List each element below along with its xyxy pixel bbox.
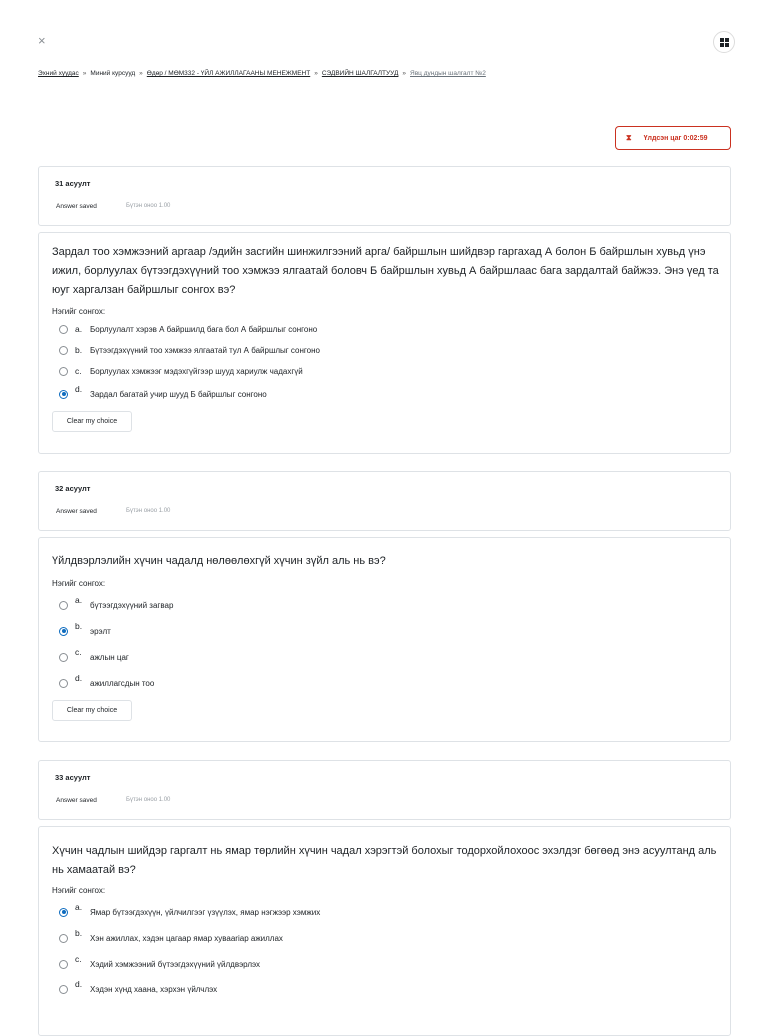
answer-option-b[interactable]: [59, 621, 111, 636]
radio-a[interactable]: [59, 601, 68, 610]
option-letter: a.: [75, 595, 83, 605]
question-mark: Бүтэн оноо 1.00: [126, 508, 171, 514]
question-info-31: [38, 166, 731, 226]
option-text: ажиллагсдын тоо: [90, 678, 155, 688]
close-icon[interactable]: ×: [38, 33, 46, 48]
option-text: Ямар бүтээгдэхүүн, үйлчилгээг үзүүлэх, ямар нэгжээр хэмжих: [90, 907, 321, 917]
radio-a[interactable]: [59, 908, 68, 917]
answer-option-a[interactable]: [59, 324, 317, 334]
radio-d[interactable]: [59, 985, 68, 994]
breadcrumb-separator: »: [82, 70, 87, 77]
question-status: Answer saved: [56, 203, 97, 210]
breadcrumb-separator: »: [402, 70, 407, 77]
answer-prompt: Нэгийг сонгох:: [52, 307, 106, 316]
option-letter: a.: [75, 902, 83, 912]
option-text: Борлуулах хэмжээг мэдэхгүйгээр шууд хариулж чадахгүй: [90, 366, 303, 376]
question-mark: Бүтэн оноо 1.00: [126, 203, 171, 209]
answer-option-a[interactable]: [59, 595, 174, 610]
option-letter: c.: [75, 954, 82, 964]
option-letter: d.: [75, 384, 83, 394]
option-text: Борлуулалт хэрэв А байршилд бага бол А байршлыг сонгоно: [90, 324, 318, 334]
answer-option-d[interactable]: [59, 979, 218, 994]
answer-option-d[interactable]: [59, 384, 267, 399]
option-text: Хэн ажиллах, хэдэн цагаар ямар хувааriар ажиллах: [90, 933, 283, 943]
timer-label: Үлдсэн цаг 0:02:59: [643, 134, 708, 142]
answer-option-c[interactable]: [59, 954, 261, 969]
question-info-33: [38, 760, 731, 820]
option-letter: c.: [75, 366, 82, 376]
option-letter: d.: [75, 673, 83, 683]
answer-option-c[interactable]: [59, 647, 129, 662]
radio-b[interactable]: [59, 346, 68, 355]
question-info-32: [38, 471, 731, 531]
answer-option-a[interactable]: [59, 902, 321, 917]
question-content-33: [38, 826, 731, 1036]
question-content-32: [38, 537, 731, 742]
radio-a[interactable]: [59, 325, 68, 334]
radio-b[interactable]: [59, 934, 68, 943]
option-letter: b.: [75, 928, 83, 938]
radio-c[interactable]: [59, 653, 68, 662]
clear-choice-button[interactable]: Clear my choice: [52, 411, 132, 432]
option-text: Хэдэн хүнд хаана, хэрхэн үйлчлэх: [90, 984, 218, 994]
radio-c[interactable]: [59, 960, 68, 969]
breadcrumb: [38, 70, 486, 77]
hourglass-icon: ⧗: [626, 133, 632, 142]
breadcrumb-course[interactable]: Өдөр / МӨМ332 - ҮЙЛ АЖИЛЛАГААНЫ МЕНЕЖМЕНТ: [146, 70, 311, 77]
question-content-31: [38, 232, 731, 454]
option-text: Бүтээгдэхүүний тоо хэмжээ ялгаатай тул А байршлыг сонгоно: [90, 345, 320, 355]
breadcrumb-section[interactable]: СЭДВИЙН ШАЛГАЛТУУД: [321, 70, 399, 77]
option-text: бүтээгдэхүүний загвар: [90, 600, 174, 610]
question-mark: Бүтэн оноо 1.00: [126, 797, 171, 803]
time-left-timer: [615, 126, 731, 150]
radio-d[interactable]: [59, 390, 68, 399]
question-text: Хүчин чадлын шийдэр гаргалт нь ямар төрлийн хүчин чадал хэрэгтэй болохыг тодорхойлохоос эхэлдэг бөгөөд энэ асуултанд аль нь хамаатай вэ?: [52, 845, 717, 876]
breadcrumb-separator: »: [314, 70, 318, 77]
breadcrumb-quiz[interactable]: Явц дундын шалгалт №2: [410, 70, 486, 77]
drawer-toggle-button[interactable]: [713, 31, 735, 53]
option-text: эрэлт: [90, 626, 111, 636]
option-text: Хэдий хэмжээний бүтээгдэхүүний үйлдвэрлэх: [90, 959, 261, 969]
breadcrumb-separator: »: [139, 70, 143, 77]
option-text: Зардал багатай учир шууд Б байршлыг сонгоно: [90, 389, 267, 399]
question-number: 31 асуулт: [55, 179, 91, 188]
question-text: Үйлдвэрлэлийн хүчин чадалд нөлөөлөхгүй хүчин зүйл аль нь вэ?: [52, 555, 386, 567]
clear-choice-button[interactable]: Clear my choice: [52, 700, 132, 721]
question-status: Answer saved: [56, 797, 97, 804]
answer-prompt: Нэгийг сонгох:: [52, 886, 106, 895]
answer-option-c[interactable]: [59, 366, 303, 376]
radio-c[interactable]: [59, 367, 68, 376]
option-letter: a.: [75, 324, 83, 334]
option-text: ажлын цаг: [90, 652, 129, 662]
question-status: Answer saved: [56, 508, 97, 515]
breadcrumb-my-courses[interactable]: Миний курсууд: [90, 70, 136, 77]
breadcrumb-home[interactable]: Эхний хуудас: [38, 70, 79, 77]
answer-option-d[interactable]: [59, 673, 155, 688]
option-letter: b.: [75, 621, 83, 631]
radio-b[interactable]: [59, 627, 68, 636]
answer-option-b[interactable]: [59, 928, 283, 943]
option-letter: d.: [75, 979, 83, 989]
option-letter: c.: [75, 647, 82, 657]
option-letter: b.: [75, 345, 83, 355]
question-number: 33 асуулт: [55, 773, 91, 782]
question-text: Зардал тоо хэмжээний аргаар /эдийн засгийн шинжилгээний арга/ байршлын шийдвэр гаргахад А болон Б байршлын хувьд үнэ ижил, борлуулах бүтээгдэхүүний тоо хэмжээ ялгаатай боловч Б байршлын хувьд А байршлаас бага зардалтай байжээ. Энэ үед та юуг харгалзан байршлыг сонгох вэ?: [52, 246, 719, 296]
answer-prompt: Нэгийг сонгох:: [52, 579, 106, 588]
question-number: 32 асуулт: [55, 484, 91, 493]
answer-option-b[interactable]: [59, 345, 320, 355]
radio-d[interactable]: [59, 679, 68, 688]
grid-icon: [720, 38, 729, 47]
